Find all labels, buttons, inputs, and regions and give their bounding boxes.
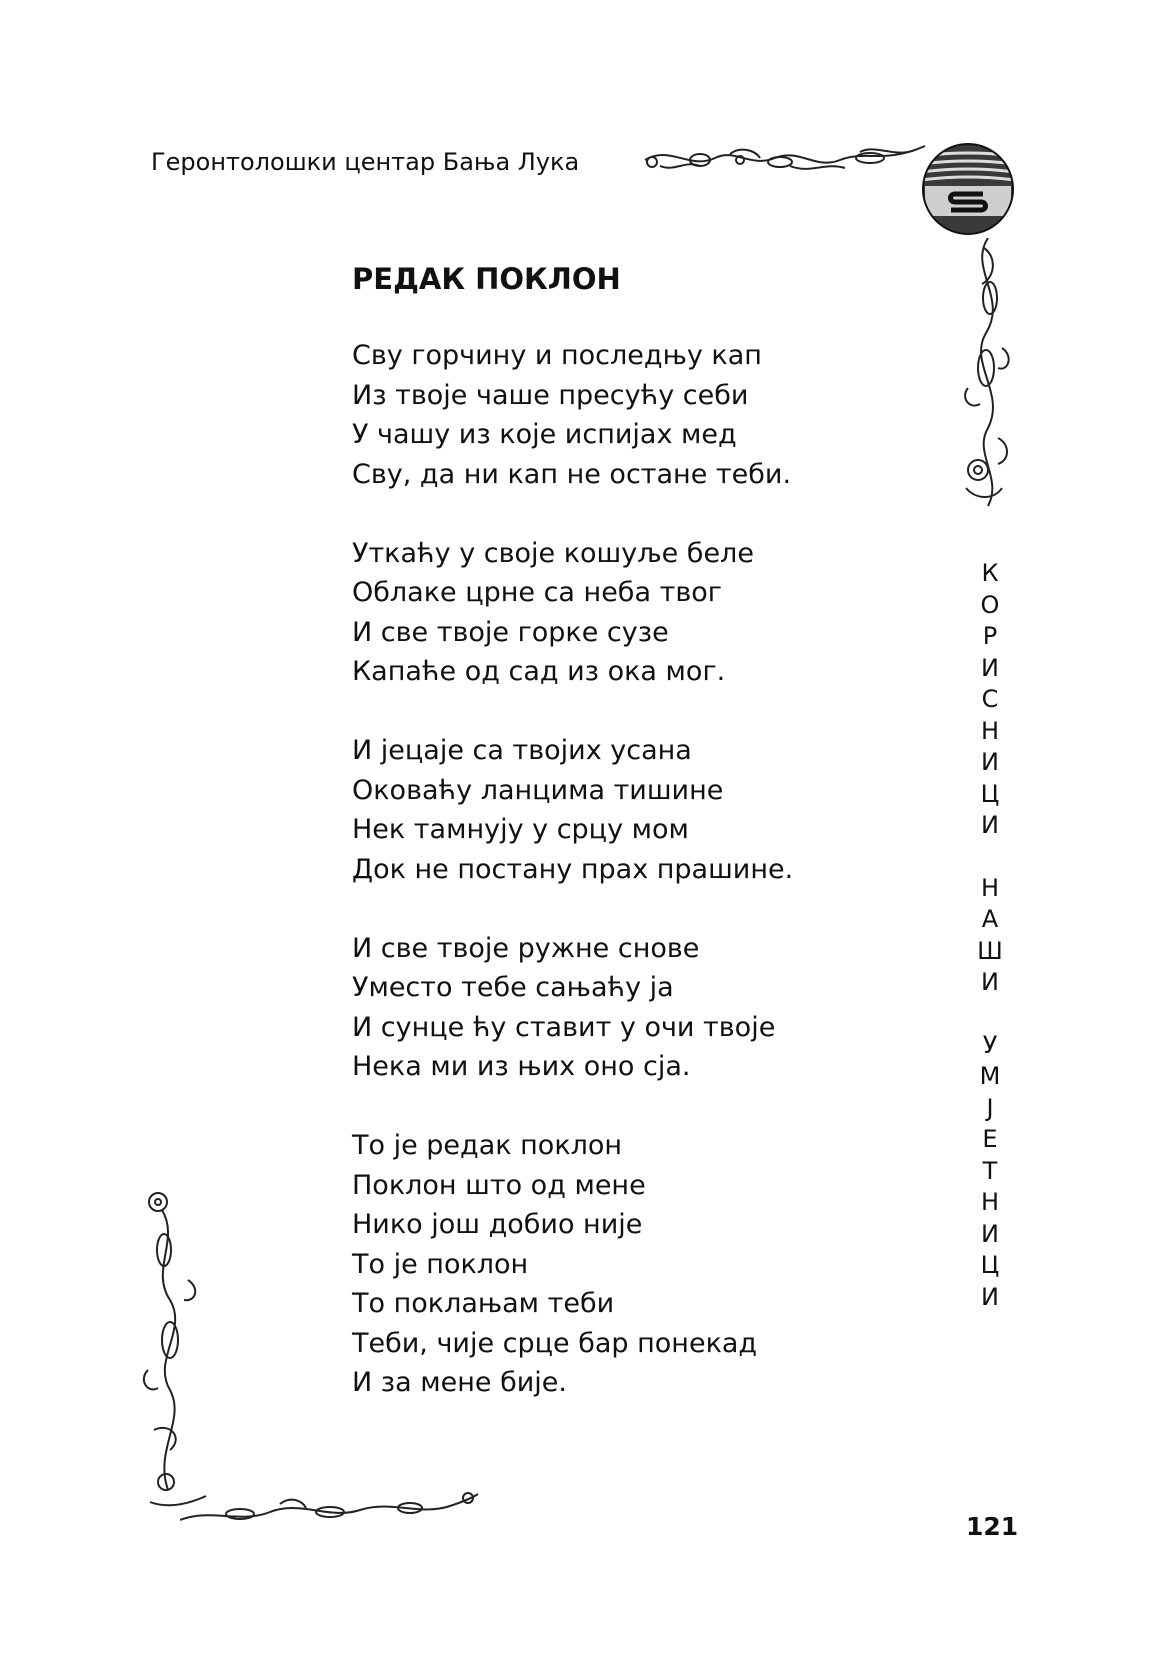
vine-ornament-right-icon [958,238,1020,510]
side-label-letter: И [981,653,999,682]
poem-line: И све твоје ружне снове [352,932,700,964]
poem-line: Поклон што од мене [352,1169,646,1201]
poem-line: Оковаћу ланцима тишине [352,774,724,806]
vine-ornament-left-icon [140,1190,210,1510]
side-label-letter: О [980,590,1000,619]
poem-line: Нико још добио није [352,1209,643,1240]
poem-line: Теби, чије срце бар понекад [352,1327,758,1359]
poem-line: И јецаје са твојих усана [352,735,692,766]
poem-line: Сву, да ни кап не остане теби. [352,458,792,490]
poem-line: Нек тамнују у срцу мом [352,814,689,845]
poem-line: То поклањам теби [352,1288,615,1319]
side-label-letter: Ц [980,1251,1000,1279]
poem-stanza [352,731,793,889]
poem-line: У чашу из које испијах мед [352,419,737,450]
vine-ornament-bottom-icon [180,1486,480,1530]
poem-line: То је редак поклон [352,1130,623,1161]
side-label-letter: И [981,811,999,839]
circular-s-logo-icon [921,142,1015,236]
poem-line: Облаке црне са неба твог [352,577,722,608]
poem-line: Из твоје чаше пресућу себи [352,379,749,411]
vertical-side-label [960,558,1020,1344]
poem-line: И сунце ћу ставит у очи твоје [352,1011,776,1043]
poem-line: Сву горчину и последњу кап [352,340,762,371]
poem-line: Нека ми из њих оно сја. [352,1051,691,1082]
poem-line: То је поклон [352,1248,529,1280]
poem-title: РЕДАК ПОКЛОН [352,262,621,296]
poem-stanza [352,1126,793,1403]
side-label-letter: Р [982,622,998,650]
side-label-letter: Н [980,873,1000,902]
poem-stanza [352,929,793,1087]
poem-line: Док не постану прах прашине. [352,853,794,885]
side-label-letter: И [981,1282,999,1311]
poem-line: И све твоје горке сузе [352,616,669,648]
side-label-letter: С [981,685,999,713]
side-label-letter: И [981,748,999,776]
side-label-letter: Т [982,1156,998,1185]
side-label-letter: И [981,968,999,996]
side-label-word [960,873,1020,999]
poem-line: Уткаћу у своје кошуље беле [352,537,754,569]
side-label-letter: Н [980,716,1000,745]
side-label-letter: У [982,1030,998,1059]
poem-stanza [352,336,793,494]
side-label-letter: Ш [977,936,1003,965]
side-label-letter: А [981,905,999,933]
side-label-letter: К [981,559,999,587]
poem-body [352,336,793,1442]
poem-line: Уместо тебе сањаћу ја [352,972,674,1003]
side-label-letter: Н [980,1188,1000,1216]
side-label-letter: Ј [986,1093,994,1122]
side-label-letter: Ц [980,779,1000,808]
poem-stanza [352,534,793,692]
side-label-letter: М [979,1062,1001,1090]
side-label-letter: И [981,1219,999,1248]
poem-line: Капаће од сад из ока мог. [352,656,726,687]
poem-line: И за мене бије. [352,1367,567,1398]
side-label-word [960,558,1020,842]
side-label-word [960,1030,1020,1314]
running-header: Геронтолошки центар Бања Лука [151,148,580,176]
page-number: 121 [966,1512,1019,1541]
vine-ornament-top-icon [640,140,930,190]
side-label-letter: Е [982,1125,998,1153]
